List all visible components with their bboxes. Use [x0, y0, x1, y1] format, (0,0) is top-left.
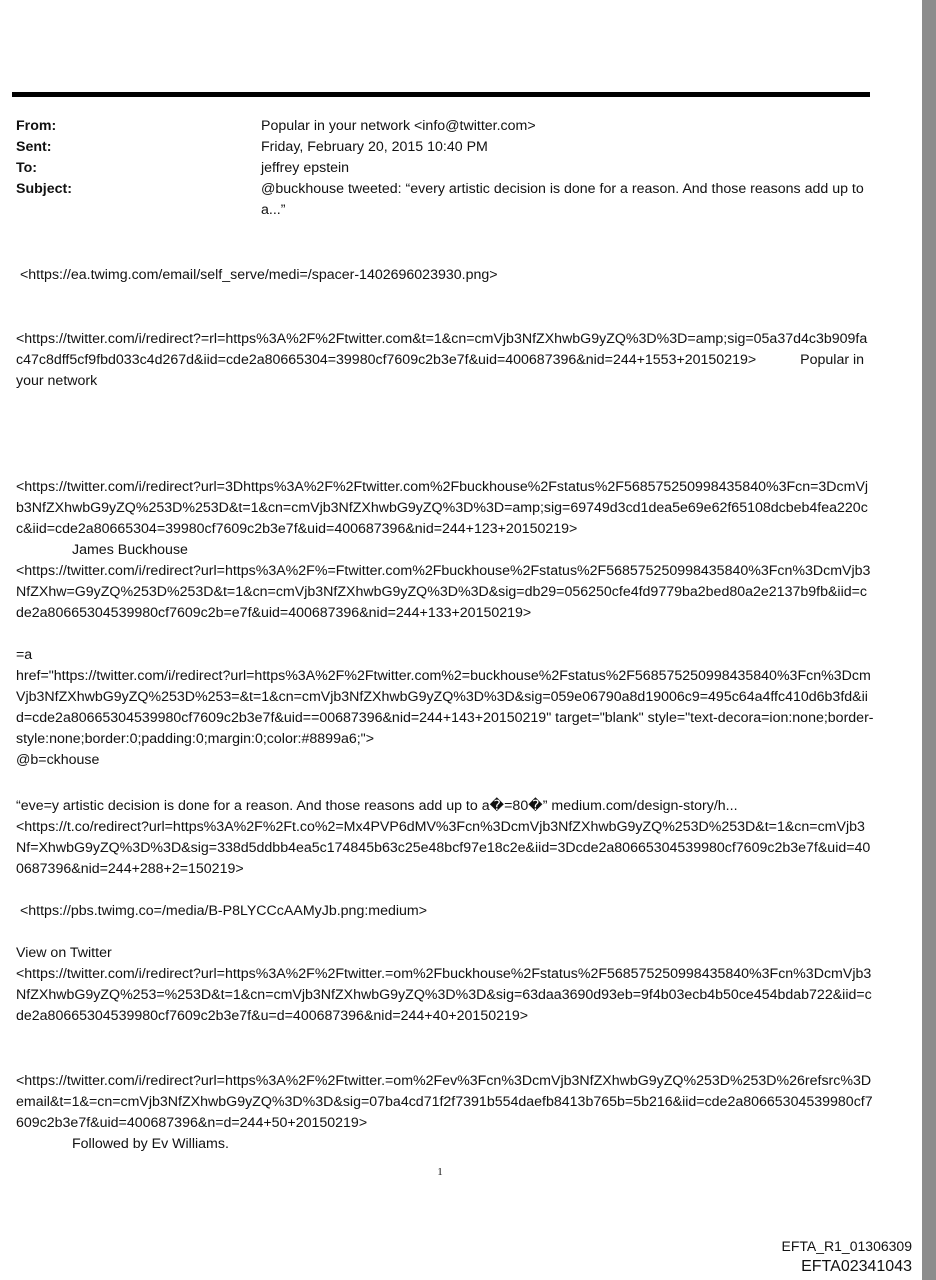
sent-row: [16, 137, 866, 158]
from-value: Popular in your network <info@twitter.com>: [261, 118, 536, 134]
media-link: <https://pbs.twimg.co=/media/B-P8LYCCcAAMyJb.png:medium>: [20, 903, 428, 919]
redirect-link-5: <https://twitter.com/i/redirect?url=https%3A%2F%2Ftwitter.=om%2Fbuckhouse%2Fstatus%2F568575250998435840%3Fcn%3DcmVjb3NfZXhwbG9yZQ%253=%253D&t=1&cn=cmVjb3NfZXhwbG9yZQ%3D%3D&sig=63daa3690d93eb=9f4b03ecb4b50ce454bdab722&iid=cde2a80665304539980cf7609c2b3e7f&u=d=400687396&nid=244+40+20150219>: [16, 966, 872, 1024]
right-scroll-gutter: [922, 0, 936, 1280]
redirect-link-6: <https://twitter.com/i/redirect?url=https%3A%2F%2Ftwitter.=om%2Fev%3Fcn%3DcmVjb3NfZXhwbG9yZQ%253D%253D%26refsrc%3Demail&t=1&=cn=cmVjb3NfZXhwbG9yZQ%3D%3D&sig=07ba4cd71f2f7391b554daefb8413b765b=5b216&iid=cde2a80665304539980cf7609c2b3e7f&uid=400687396&n=d=244+50+20150219>: [16, 1073, 873, 1131]
popular-in-network-label: Popular in your network: [16, 352, 865, 389]
anchor-fragment: =a: [16, 647, 33, 663]
subject-label: Subject:: [16, 181, 72, 197]
sent-value: Friday, February 20, 2015 10:40 PM: [261, 139, 488, 155]
spacer-link: <https://ea.twimg.com/email/self_serve/medi=/spacer-1402696023930.png>: [20, 267, 498, 283]
subject-value: @buckhouse tweeted: “every artistic decision is done for a reason. And those reasons add up to a...”: [261, 181, 864, 218]
redirect-link-2: <https://twitter.com/i/redirect?url=3Dhttps%3A%2F%2Ftwitter.com%2Fbuckhouse%2Fstatus%2F568575250998435840%3Fcn=3DcmVjb3NfZXhwbG9yZQ%253D%253D&t=1&cn=cmVjb3NfZXhwbG9yZQ%3D%3D=amp;sig=69749d3cd1dea5e69e62f65108dcbeb4fea220cc&iid=cde2a80665304=39980cf7609c2b3e7f&uid=400687396&nid=244+123+20150219>: [16, 479, 869, 537]
to-label: To:: [16, 160, 38, 176]
bates-stamp-1: EFTA_R1_01306309: [781, 1238, 912, 1254]
view-on-twitter: View on Twitter: [16, 945, 112, 961]
bates-stamp-2: EFTA02341043: [801, 1258, 912, 1275]
subject-row: [16, 179, 866, 221]
redirect-link-3: <https://twitter.com/i/redirect?url=https%3A%2F%=Ftwitter.com%2Fbuckhouse%2Fstatus%2F568575250998435840%3Fcn%3DcmVjb3NfZXhw=G9yZQ%253D%253D&t=1&cn=cmVjb3NfZXhwbG9yZQ%3D%3D&sig=db29=056250cfe4fd9779ba2bed80a2e2137b9fb&iid=cde2a80665304539980cf7609c2b=e7f&uid=400687396&nid=244+133+20150219>: [16, 563, 871, 621]
href-block: href="https://twitter.com/i/redirect?url=https%3A%2F%2Ftwitter.com%2=buckhouse%2Fstatus%2F568575250998435840%3Fcn%3DcmVjb3NfZXhwbG9yZQ%253D%253=&t=1&cn=cmVjb3NfZXhwbG9yZQ%3D%3D&sig=059e06790a8d19006c9=495c64a4ffc410d6b3fd&iid=cde2a80665304539980cf7609c2b3e7f&uid==00687396&nid=244+143+20150219" target="blank" style="text-decora=ion:none;border-style:none;border:0;padding:0;margin:0;color:#8899a6;">: [16, 668, 874, 747]
redirect-link-1-text: <https://twitter.com/i/redirect?=rl=https%3A%2F%2Ftwitter.com&t=1&cn=cmVjb3NfZXhwbG9yZQ%3D%3D=amp;sig=05a37d4c3b909fac47c8dff5cf9fbd033c4d267d&iid=cde2a80665304=39980cf7609c2b3e7f&uid=400687396&nid=244+1553+20150219>: [16, 331, 868, 368]
sent-label: Sent:: [16, 139, 52, 155]
redirect-link-4: <https://t.co/redirect?url=https%3A%2F%2Ft.co%2=Mx4PVP6dMV%3Fcn%3DcmVjb3NfZXhwbG9yZQ%253D%253D&t=1&cn=cmVjb3Nf=XhwbG9yZQ%3D%3D&sig=338d5ddbb4ea5c174845b63c25e48bcf97e18c2e&iid=3Dcde2a80665304539980cf7609c2b3e7f&uid=400687396&nid=244+288+2=150219>: [16, 819, 871, 877]
followed-by-text: Followed by Ev Williams.: [72, 1136, 229, 1152]
from-label: From:: [16, 118, 57, 134]
to-row: [16, 158, 866, 179]
email-header: [16, 116, 866, 221]
from-row: [16, 116, 866, 137]
author-name: James Buckhouse: [72, 542, 188, 558]
redirect-link-1: [16, 329, 874, 392]
tweet-text: “eve=y artistic decision is done for a reason. And those reasons add up to a�=80�” medium.com/design-story/h...: [16, 798, 738, 814]
to-value: jeffrey epstein: [261, 160, 350, 176]
twitter-handle: @b=ckhouse: [16, 752, 100, 768]
page-number: 1: [437, 1166, 443, 1178]
header-divider: [12, 92, 870, 97]
